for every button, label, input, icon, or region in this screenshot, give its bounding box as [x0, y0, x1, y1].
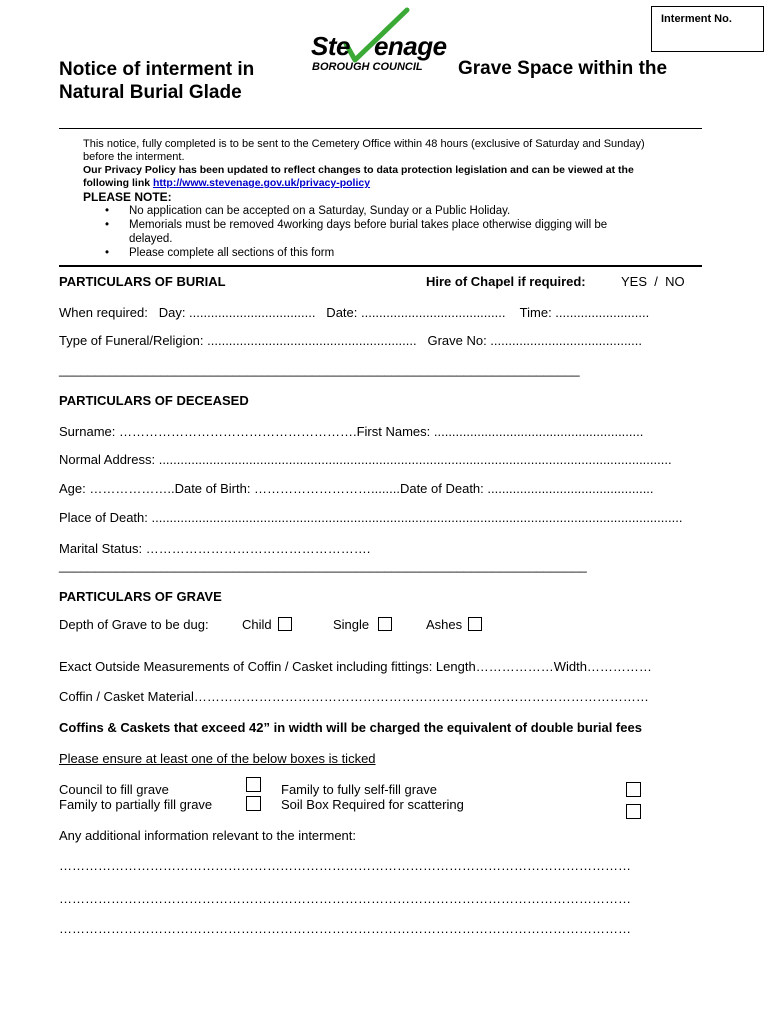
section-divider: _________________________________________________________________________	[59, 558, 587, 573]
fill-self-label: Family to fully self-fill grave	[281, 782, 438, 797]
width-warning: Coffins & Caskets that exceed 42” in width will be charged the equivalent of double burial fees	[59, 720, 642, 735]
list-item: • Memorials must be removed 4working days before burial takes place otherwise digging will be	[105, 219, 608, 231]
intro-line: before the interment.	[83, 151, 185, 163]
partial-fill-checkbox[interactable]	[246, 796, 261, 811]
list-item: • No application can be accepted on a Saturday, Sunday or a Public Holiday.	[105, 205, 511, 217]
depth-label: Depth of Grave to be dug:	[59, 617, 209, 632]
surname-field[interactable]: Surname: ……………………………………………….First Names: ..........................................................	[59, 424, 644, 439]
fill-partial-label: Family to partially fill grave	[59, 797, 213, 812]
please-note-heading: PLEASE NOTE:	[83, 190, 172, 204]
section-heading-grave: PARTICULARS OF GRAVE	[59, 589, 222, 604]
child-checkbox[interactable]	[278, 617, 292, 631]
when-required-field[interactable]: When required: Day: ................................... Date: ........................................ Time: ..........................	[59, 305, 650, 320]
material-field[interactable]: Coffin / Casket Material……………………………………………………………………………………………	[59, 689, 649, 704]
chapel-yes-no[interactable]: YES / NO	[621, 274, 685, 289]
header-divider	[59, 128, 702, 129]
option-child: Child	[242, 617, 292, 632]
privacy-policy-link[interactable]: http://www.stevenage.gov.uk/privacy-policy	[153, 177, 371, 189]
additional-info-line[interactable]: ……………………………………………………………………………………………………………………	[59, 858, 631, 873]
ensure-ticked-note: Please ensure at least one of the below boxes is ticked	[59, 751, 376, 766]
logo-subtitle: BOROUGH COUNCIL	[312, 61, 423, 73]
additional-info-line[interactable]: ……………………………………………………………………………………………………………………	[59, 891, 631, 906]
ashes-checkbox[interactable]	[468, 617, 482, 631]
section-heading-deceased: PARTICULARS OF DECEASED	[59, 393, 249, 408]
list-item: delayed.	[129, 233, 173, 245]
single-checkbox[interactable]	[378, 617, 392, 631]
additional-info-label: Any additional information relevant to the interment:	[59, 828, 357, 843]
interment-no-box[interactable]	[651, 6, 764, 52]
intro-line: This notice, fully completed is to be sent to the Cemetery Office within 48 hours (exclusive of Saturday and Sunday)	[83, 138, 645, 150]
age-dob-dod-field[interactable]: Age: ………………..Date of Birth: ………………………........Date of Death: ..............................................	[59, 481, 654, 496]
marital-status-field[interactable]: Marital Status: …………………………………………….	[59, 541, 371, 556]
privacy-prefix: following link	[83, 177, 153, 189]
additional-info-line[interactable]: ……………………………………………………………………………………………………………………	[59, 921, 631, 936]
soil-box-checkbox[interactable]	[626, 804, 641, 819]
chapel-label: Hire of Chapel if required:	[426, 274, 586, 289]
intro-divider	[59, 265, 702, 267]
logo-text-right: enage	[373, 31, 447, 61]
intro-block	[83, 138, 723, 260]
page-title: Notice of interment in Natural Burial Glade	[59, 59, 255, 103]
section-heading-burial: PARTICULARS OF BURIAL	[59, 274, 226, 289]
soil-box-label: Soil Box Required for scattering	[281, 797, 464, 812]
section-divider: ________________________________________________________________________	[59, 362, 580, 377]
logo-text-left: Ste	[311, 31, 350, 61]
address-field[interactable]: Normal Address: ..............................................................................................................................................	[59, 452, 672, 467]
funeral-type-field[interactable]: Type of Funeral/Religion: .......................................................... Grave No: ..........................................	[59, 333, 643, 348]
council-logo	[308, 4, 458, 74]
page-title-right: Grave Space within the	[458, 58, 668, 79]
list-item: • Please complete all sections of this form	[105, 247, 335, 259]
measurements-field[interactable]: Exact Outside Measurements of Coffin / Casket including fittings: Length………………Width……………	[59, 659, 652, 674]
interment-no-label: Interment No.	[661, 13, 732, 25]
self-fill-checkbox[interactable]	[626, 782, 641, 797]
privacy-notice: Our Privacy Policy has been updated to reflect changes to data protection legislation and can be viewed at the	[83, 164, 634, 176]
fill-council-label: Council to fill grave	[59, 782, 169, 797]
option-ashes: Ashes	[426, 617, 482, 632]
place-of-death-field[interactable]: Place of Death: ...................................................................................................................................................	[59, 510, 683, 525]
council-fill-checkbox[interactable]	[246, 777, 261, 792]
option-single: Single	[333, 617, 392, 632]
